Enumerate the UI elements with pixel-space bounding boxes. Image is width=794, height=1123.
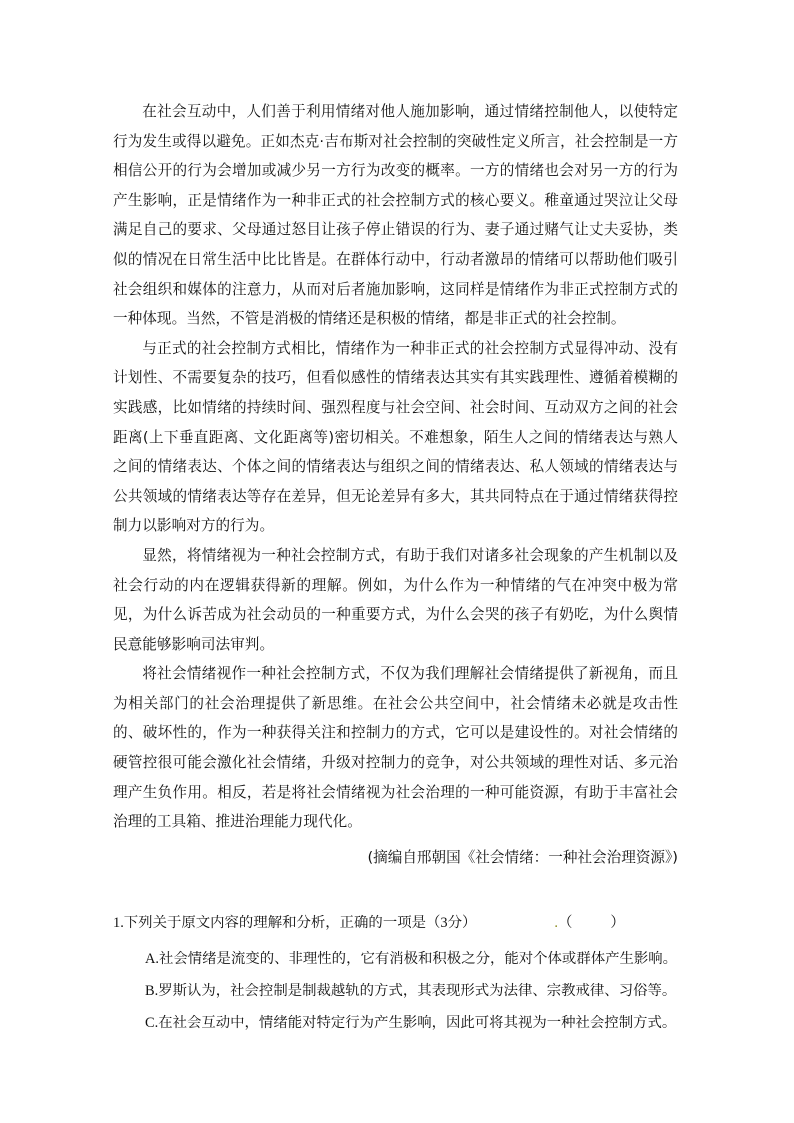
option-b: B.罗斯认为，社会控制是制裁越轨的方式，其表现形式为法律、宗教戒律、习俗等。 — [145, 983, 677, 999]
answer-options — [113, 943, 693, 1039]
passage-paragraph-3: 显然，将情绪视为一种社会控制方式，有助于我们对诸多社会现象的产生机制以及社会行动的内在逻辑获得新的理解。例如，为什么作为一种情绪的气在冲突中极为常见，为什么诉苦成为社会动员的一种重要方式，为什么会哭的孩子有奶吃，为什么舆情民意能够影响司法审判。 — [113, 546, 678, 653]
question-stem-text: 1.下列关于原文内容的理解和分析，正确的一项是（3分） — [113, 915, 477, 931]
question-stem — [113, 909, 693, 937]
passage-paragraph-4: 将社会情绪视作一种社会控制方式，不仅为我们理解社会情绪提供了新视角，而且为相关部门的社会治理提供了新思维。在社会公共空间中，社会情绪未必就是攻击性的、破坏性的，作为一种获得关注和控制力的方式，它可以是建设性的。对社会情绪的硬管控很可能会激化社会情绪，升级对控制力的竞争，对公共领域的理性对话、多元治理产生负作用。相反，若是将社会情绪视为社会治理的一种可能资源，有助于丰富社会治理的工具箱、推进治理能力现代化。 — [113, 665, 678, 831]
question-dot: . — [554, 915, 558, 931]
question-1 — [113, 909, 693, 1039]
passage-paragraph-2: 与正式的社会控制方式相比，情绪作为一种非正式的社会控制方式显得冲动、没有计划性、不需要复杂的技巧，但看似感性的情绪表达其实有其实践理性、遵循着模糊的实践感，比如情绪的持续时间、强烈程度与社会空间、社会时间、互动双方之间的社会距离(上下垂直距离、文化距离等)密切相关。不难想象，陌生人之间的情绪表达与熟人之间的情绪表达、个体之间的情绪表达与组织之间的情绪表达、私人领域的情绪表达与公共领域的情绪表达等存在差异，但无论差异有多大，其共同特点在于通过情绪获得控制力以影响对方的行为。 — [113, 339, 678, 535]
answer-bracket-open: （ — [557, 915, 573, 931]
passage-source: (摘编自邢朝国《社会情绪：一种社会治理资源》) — [367, 848, 678, 866]
answer-bracket-close: ） — [610, 915, 625, 931]
passage-paragraph-1: 在社会互动中，人们善于利用情绪对他人施加影响，通过情绪控制他人，以使特定行为发生或得以避免。正如杰克·吉布斯对社会控制的突破性定义所言，社会控制是一方相信公开的行为会增加或减少另一方行为改变的概率。一方的情绪也会对另一方的行为产生影响，正是情绪作为一种非正式的社会控制方式的核心要义。稚童通过哭泣让父母满足自己的要求、父母通过怒目让孩子停止错误的行为、妻子通过赌气让丈夫妥协，类似的情况在日常生活中比比皆是。在群体行动中，行动者激昂的情绪可以帮助他们吸引社会组织和媒体的注意力，从而对后者施加影响，这同样是情绪作为非正式控制方式的一种体现。当然，不管是消极的情绪还是积极的情绪，都是非正式的社会控制。 — [113, 103, 678, 328]
option-a: A.社会情绪是流变的、非理性的，它有消极和积极之分，能对个体或群体产生影响。 — [145, 951, 678, 967]
option-c: C.在社会互动中，情绪能对特定行为产生影响，因此可将其视为一种社会控制方式。 — [145, 1015, 677, 1031]
reading-passage — [113, 97, 678, 873]
